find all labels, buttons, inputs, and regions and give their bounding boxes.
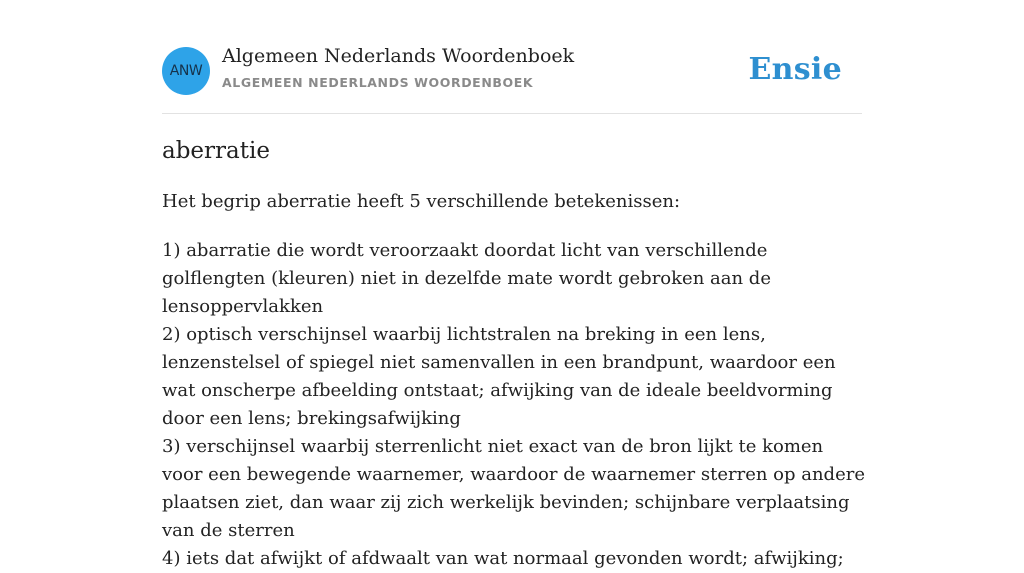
ensie-brand-link[interactable]: Ensie (748, 52, 842, 87)
meanings-list (162, 237, 866, 573)
anw-logo[interactable]: ANW (162, 47, 210, 95)
content-container (162, 0, 865, 569)
meaning-item: 2) optisch verschijnsel waarbij lichtstralen na breking in een lens, lenzenstelsel of spiegel niet samenvallen in een brandpunt, waardoor een wat onscherpe afbeelding ontstaat; afwijking van de ideale beeldvorming door een lens; brekingsafwijking (162, 324, 836, 429)
site-header (162, 0, 862, 114)
site-title[interactable]: Algemeen Nederlands Woordenboek (222, 45, 575, 67)
page-title: aberratie (162, 138, 270, 164)
meaning-item: 3) verschijnsel waarbij sterrenlicht niet exact van de bron lijkt te komen voor een bewegende waarnemer, waardoor de waarnemer sterren op andere plaatsen ziet, dan waar zij zich werkelijk bevinden; schijnbare verplaatsing van de sterren (162, 436, 865, 541)
meaning-item: 1) abarratie die wordt veroorzaakt doordat licht van verschillende golflengten (kleuren) niet in dezelfde mate wordt gebroken aan de lensoppervlakken (162, 240, 771, 317)
meaning-item: 4) iets dat afwijkt of afdwaalt van wat normaal gevonden wordt; afwijking; (162, 548, 844, 569)
site-subtitle: ALGEMEEN NEDERLANDS WOORDENBOEK (222, 75, 534, 90)
intro-text: Het begrip aberratie heeft 5 verschillende betekenissen: (162, 191, 681, 212)
